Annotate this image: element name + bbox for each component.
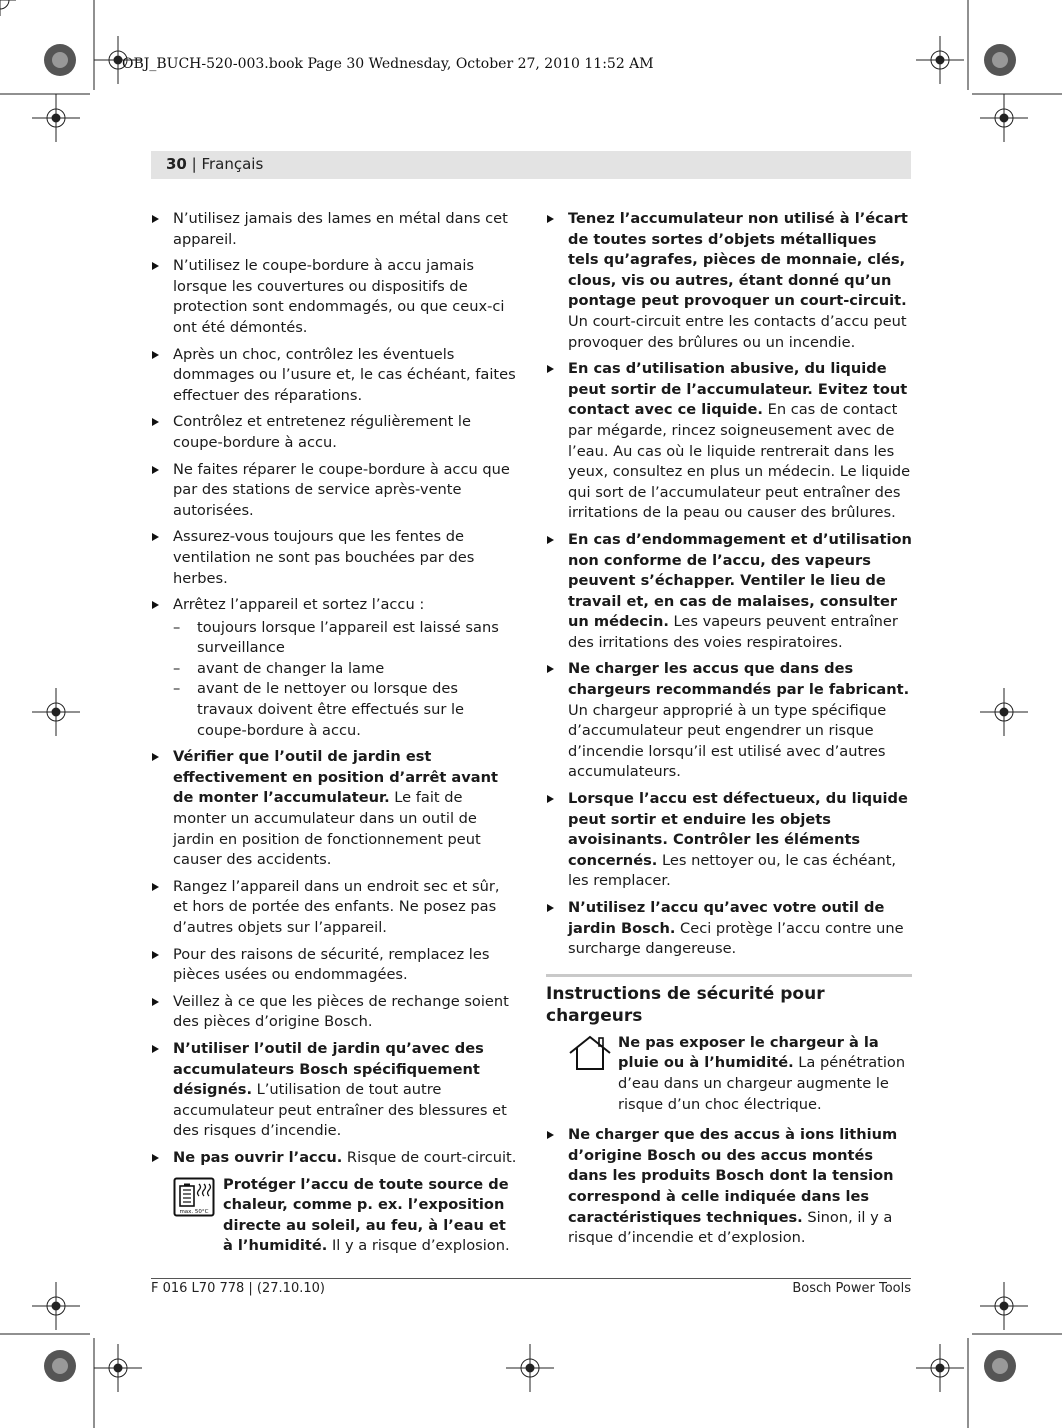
sub-item: [151, 679, 517, 741]
sub-item: [151, 618, 517, 659]
sub-item-text: avant de changer la lame: [197, 659, 385, 677]
item-text: Veillez à ce que les pièces de rechange soient des pièces d’origine Bosch.: [173, 992, 509, 1031]
item-text: N’utilisez jamais des lames en métal dans cet appareil.: [173, 210, 508, 248]
sub-item-text: toujours lorsque l’appareil est laissé sans surveillance: [197, 618, 499, 657]
heat-warning-block: [151, 1175, 517, 1257]
bullet-triangle-icon: [152, 351, 159, 359]
page-number: 30: [166, 155, 187, 173]
heat-warning-bold: Protéger l’accu de toute source de chaleur, comme p. ex. l’exposition directe au soleil, au feu, à l’eau et à l’humidité.: [223, 1175, 509, 1255]
item-text: Après un choc, contrôlez les éventuels dommages ou l’usure et, le cas échéant, faites effectuer des réparations.: [173, 345, 516, 404]
header-language: Français: [201, 155, 264, 173]
safety-item: [546, 659, 912, 783]
page-header: [166, 155, 263, 173]
item-bold-text: N’utilisez l’accu qu’avec votre outil de jardin Bosch.: [568, 899, 885, 937]
dash-marker: –: [173, 680, 181, 698]
bullet-triangle-icon: [152, 466, 159, 474]
item-text: Pour des raisons de sécurité, remplacez les pièces usées ou endommagées.: [173, 945, 490, 984]
bullet-triangle-icon: [152, 601, 159, 609]
item-bold-text: Ne pas ouvrir l’accu.: [173, 1148, 343, 1166]
heat-icon-label: max. 50°C: [179, 1208, 209, 1215]
safety-item: [151, 1039, 517, 1142]
item-bold-text: Lorsque l’accu est défectueux, du liquide peut sortir et enduire les objets avoisinants. Contrôler les éléments concernés.: [568, 790, 908, 869]
footer-brand: Bosch Power Tools: [792, 1281, 911, 1296]
item-bold-text: Ne charger que des accus à ions lithium d’origine Bosch ou des accus montés dans les produits Bosch dont la tension correspond à celle indiquée dans les caractéristiques techniques.: [568, 1126, 898, 1226]
footer-rule: [151, 1278, 911, 1279]
bullet-triangle-icon: [547, 536, 554, 544]
safety-item: [151, 747, 517, 871]
bullet-triangle-icon: [152, 753, 159, 761]
safety-item: [151, 209, 517, 250]
safety-item: [546, 359, 912, 524]
rain-warning-block: [546, 1033, 912, 1115]
bullet-triangle-icon: [152, 262, 159, 270]
item-bold-text: Ne charger les accus que dans des chargeurs recommandés par le fabricant.: [568, 660, 910, 699]
item-text: L’utilisation de tout autre accumulateur peut entraîner des blessures et des risques d’incendie.: [173, 1081, 507, 1140]
safety-item: [546, 530, 912, 654]
safety-item: [546, 1125, 912, 1249]
dash-marker: –: [173, 659, 181, 677]
safety-item: [151, 595, 517, 616]
bullet-triangle-icon: [152, 533, 159, 541]
safety-item: [151, 460, 517, 522]
bullet-triangle-icon: [152, 1045, 159, 1053]
bullet-triangle-icon: [547, 904, 554, 912]
bullet-triangle-icon: [152, 215, 159, 223]
bullet-triangle-icon: [547, 365, 554, 373]
item-text: Arrêtez l’appareil et sortez l’accu :: [173, 596, 425, 614]
print-slug: OBJ_BUCH-520-003.book Page 30 Wednesday, October 27, 2010 11:52 AM: [122, 56, 654, 72]
dash-marker: –: [173, 618, 181, 636]
item-bold-text: Vérifier que l’outil de jardin est effectivement en position d’arrêt avant de monter l’accumulateur.: [173, 748, 498, 807]
bullet-triangle-icon: [547, 215, 554, 223]
bullet-triangle-icon: [547, 795, 554, 803]
house-indoor-only-icon: [568, 1035, 612, 1071]
safety-item: [151, 945, 517, 986]
header-bar: [151, 151, 911, 179]
item-bold-text: En cas d’endommagement et d’utilisation non conforme de l’accu, des vapeurs peuvent s’échapper. Ventiler le lieu de travail et, en cas de malaises, consulter un médecin.: [568, 530, 912, 631]
safety-item: [151, 256, 517, 338]
item-text: En cas de contact par mégarde, rincez soigneusement avec de l’eau. Au cas où le liquide rentrerait dans les yeux, consultez en plus un médecin. Le liquide qui sort de l’accumulateur peut entraîner des irritations de la peau ou causer des brûlures.: [568, 401, 911, 522]
sub-item-text: avant de le nettoyer ou lorsque des travaux doivent être effectués sur le coupe-bordure à accu.: [197, 680, 464, 739]
bullet-triangle-icon: [152, 418, 159, 426]
item-text: Sinon, il y a risque d’incendie et d’explosion.: [568, 1208, 893, 1247]
item-text: Les nettoyer ou, le cas échéant, les remplacer.: [568, 851, 897, 890]
item-text: Contrôlez et entretenez régulièrement le coupe-bordure à accu.: [173, 413, 471, 451]
item-text: Risque de court-circuit.: [342, 1148, 517, 1166]
safety-item: [151, 527, 517, 589]
bullet-triangle-icon: [152, 951, 159, 959]
header-separator: |: [186, 155, 202, 173]
rain-warning-text: La pénétration d’eau dans un chargeur augmente le risque d’un choc électrique.: [618, 1054, 906, 1113]
battery-heat-warning-icon: [173, 1177, 215, 1217]
item-text: Un court-circuit entre les contacts d’accu peut provoquer des brûlures ou un incendie.: [568, 312, 907, 351]
safety-item: [151, 992, 517, 1033]
bullet-triangle-icon: [152, 998, 159, 1006]
footer-doc-code: F 016 L70 778 | (27.10.10): [151, 1281, 325, 1296]
item-text: Rangez l’appareil dans un endroit sec et sûr, et hors de portée des enfants. Ne posez pas d’autres objets sur l’appareil.: [173, 877, 500, 936]
item-text: Assurez-vous toujours que les fentes de ventilation ne sont pas bouchées par des herbes.: [173, 528, 475, 587]
item-bold-text: N’utiliser l’outil de jardin qu’avec des accumulateurs Bosch spécifiquement désignés.: [173, 1039, 484, 1099]
bullet-triangle-icon: [547, 1131, 554, 1139]
safety-item: [151, 345, 517, 407]
safety-item: [546, 209, 912, 353]
safety-item: [546, 898, 912, 960]
rain-warning-bold: Ne pas exposer le chargeur à la pluie ou à l’humidité.: [618, 1033, 879, 1072]
bullet-triangle-icon: [152, 1154, 159, 1162]
safety-item: [151, 412, 517, 453]
item-text: N’utilisez le coupe-bordure à accu jamais lorsque les couvertures ou dispositifs de protection sont endommagés, ou que ceux-ci ont été démontés.: [173, 257, 505, 336]
right-column: [546, 209, 912, 1255]
safety-item: [151, 1148, 517, 1169]
bullet-triangle-icon: [547, 665, 554, 673]
item-text: Ceci protège l’accu contre une surcharge dangereuse.: [568, 919, 904, 958]
item-bold-text: En cas d’utilisation abusive, du liquide peut sortir de l’accumulateur. Evitez tout contact avec ce liquide.: [568, 360, 908, 419]
left-column: [151, 209, 517, 1263]
safety-item: [546, 789, 912, 892]
item-text: Le fait de monter un accumulateur dans un outil de jardin en position de fonctionnement peut causer des accidents.: [173, 789, 481, 869]
section-heading: Instructions de sécurité pour chargeurs: [546, 983, 825, 1026]
section-divider: [546, 974, 912, 977]
bullet-triangle-icon: [152, 883, 159, 891]
item-text: Un chargeur approprié à un type spécifique d’accumulateur peut engendrer un risque d’incendie lorsqu’il est utilisé avec d’autres accumulateurs.: [568, 701, 887, 781]
heat-warning-text: Il y a risque d’explosion.: [327, 1237, 510, 1255]
safety-item: [151, 877, 517, 939]
item-bold-text: Tenez l’accumulateur non utilisé à l’écart de toutes sortes d’objets métalliques tels qu’agrafes, pièces de monnaie, clés, clous, vis ou autres, étant donné qu’un pontage peut provoquer un court-circuit.: [568, 210, 908, 310]
sub-item: [151, 659, 517, 680]
item-text: Les vapeurs peuvent entraîner des irritations des voies respiratoires.: [568, 613, 898, 651]
item-text: Ne faites réparer le coupe-bordure à accu que par des stations de service après-vente autorisées.: [173, 460, 510, 519]
